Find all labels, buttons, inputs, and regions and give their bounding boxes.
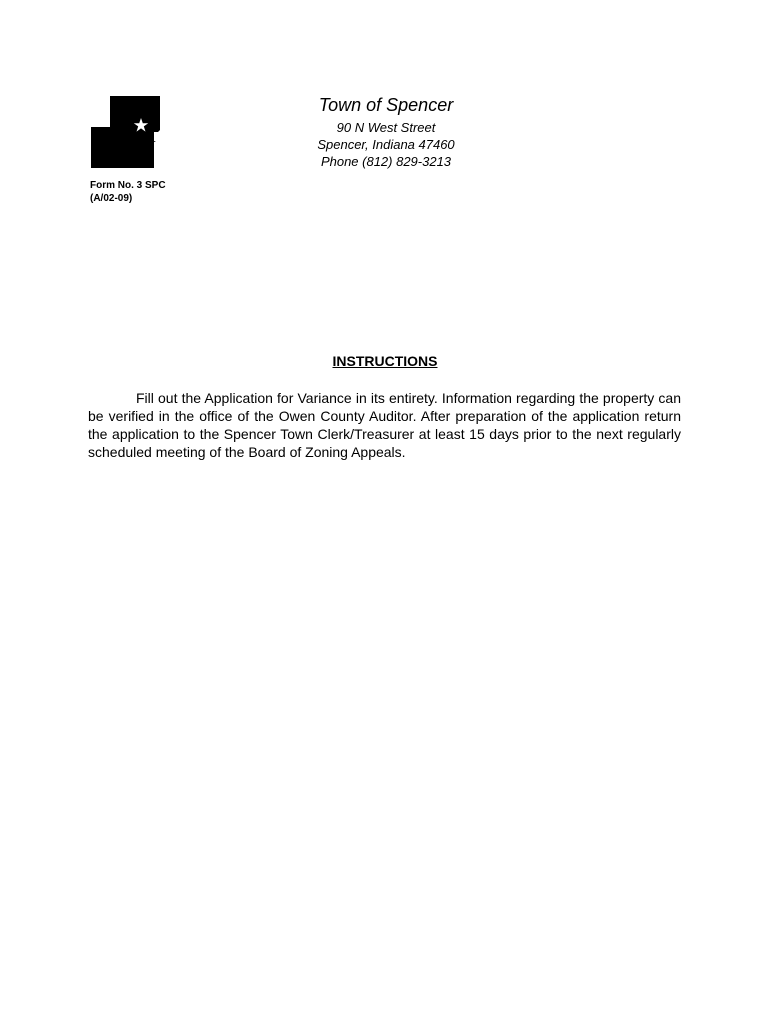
town-name: Town of Spencer [318,95,454,115]
county-map-logo-icon [88,96,164,168]
street-address: 90 N West Street [336,120,436,135]
form-number: Form No. 3 SPC [90,180,166,191]
instructions-heading: INSTRUCTIONS [332,353,438,369]
instructions-body: Fill out the Application for Variance in its entirety. Information regarding the property can be verified in the office of the Owen County Auditor. After preparation of the application return the application to the Spencer Town Clerk/Treasurer at least 15 days prior to the next regularly scheduled meeting of the Board of Zoning Appeals. [88,390,681,460]
letterhead [258,94,514,170]
form-revision: (A/02-09) [90,193,133,204]
form-info [90,179,166,205]
city-state-zip: Spencer, Indiana 47460 [317,137,455,152]
phone-number: Phone (812) 829-3213 [320,154,452,169]
